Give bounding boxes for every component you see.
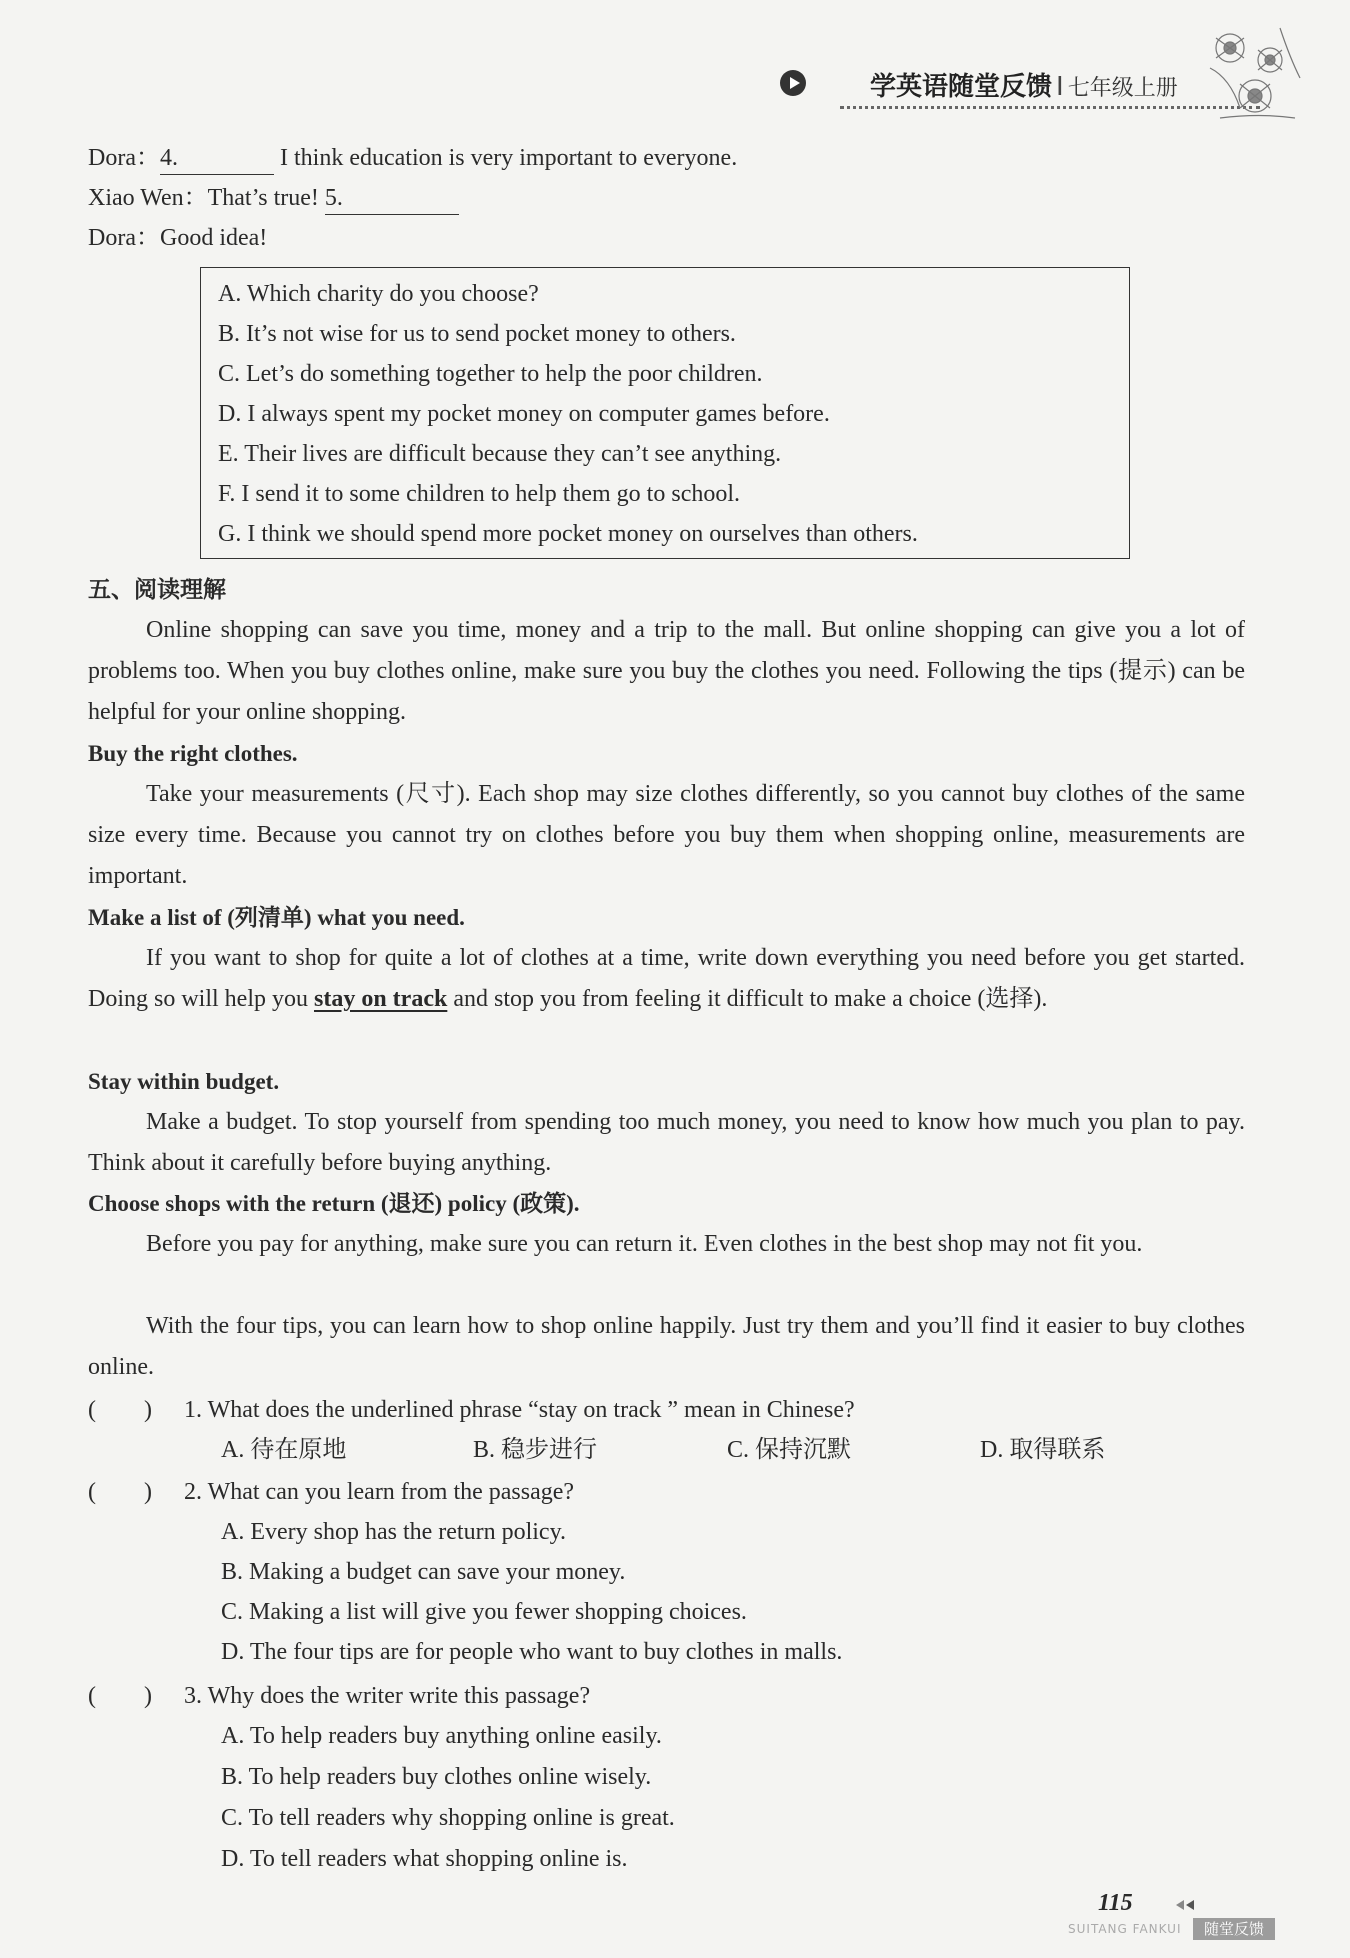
tip2-heading: Make a list of (列清单) what you need. xyxy=(88,905,465,930)
answer-blank-5[interactable]: 5. xyxy=(325,182,459,215)
flower-decoration-icon xyxy=(1200,18,1310,128)
q3-option-a: A. To help readers buy anything online easily. xyxy=(221,1723,662,1749)
answer-paren-3[interactable]: ( ) xyxy=(88,1683,152,1709)
double-arrow-left-icon xyxy=(1174,1898,1196,1912)
page-number: 115 xyxy=(1098,1890,1133,1916)
header-dotted-rule xyxy=(840,106,1260,109)
q1-option-c: C. 保持沉默 xyxy=(727,1437,852,1463)
tip2-text-b: and stop you from feeling it difficult to make a choice (选择). xyxy=(447,986,1048,1012)
header-title xyxy=(870,66,1178,103)
footer-badge: 随堂反馈 xyxy=(1193,1918,1275,1940)
q2-option-a: A. Every shop has the return policy. xyxy=(221,1519,567,1545)
answer-paren-2[interactable]: ( ) xyxy=(88,1479,152,1505)
underlined-phrase: stay on track xyxy=(314,986,448,1012)
dialogue-line-end xyxy=(88,222,267,254)
book-title: 学英语随堂反馈 xyxy=(870,72,1053,102)
option-c: C. Let’s do something together to help the poor children. xyxy=(218,361,763,387)
question-2: 2. What can you learn from the passage? xyxy=(184,1479,575,1505)
dialogue-text: Good idea! xyxy=(159,225,268,251)
footer-english: SUITANG FANKUI xyxy=(1068,1922,1182,1936)
q1-option-a: A. 待在原地 xyxy=(221,1437,347,1463)
speaker: Dora： xyxy=(88,145,160,171)
dialogue-line-4 xyxy=(88,142,737,175)
option-f: F. I send it to some children to help them go to school. xyxy=(218,481,741,507)
q3-option-b: B. To help readers buy clothes online wisely. xyxy=(221,1764,652,1790)
q3-option-d: D. To tell readers what shopping online is. xyxy=(221,1846,628,1872)
play-icon xyxy=(780,70,806,96)
q3-option-c: C. To tell readers why shopping online is great. xyxy=(221,1805,675,1831)
tip4-body: Before you pay for anything, make sure you can return it. Even clothes in the best shop may not fit you. xyxy=(146,1231,1143,1257)
passage-closing: With the four tips, you can learn how to shop online happily. Just try them and you’ll find it easier to buy clothes online. xyxy=(88,1313,1245,1380)
q1-option-d: D. 取得联系 xyxy=(980,1437,1106,1463)
page-header xyxy=(780,62,1260,112)
tip3-heading: Stay within budget. xyxy=(88,1069,280,1094)
question-3: 3. Why does the writer write this passage? xyxy=(184,1683,591,1709)
option-a: A. Which charity do you choose? xyxy=(218,281,539,307)
q1-option-b: B. 稳步进行 xyxy=(473,1437,598,1463)
answer-paren-1[interactable]: ( ) xyxy=(88,1397,152,1423)
answer-blank-4[interactable]: 4. xyxy=(160,142,274,175)
dialogue-line-5 xyxy=(88,182,459,215)
question-1: 1. What does the underlined phrase “stay on track ” mean in Chinese? xyxy=(184,1397,855,1423)
q2-option-d: D. The four tips are for people who want to buy clothes in malls. xyxy=(221,1639,843,1665)
section-title: 五、阅读理解 xyxy=(88,577,226,603)
tip1-heading: Buy the right clothes. xyxy=(88,741,298,766)
passage-intro: Online shopping can save you time, money and a trip to the mall. But online shopping can give you a lot of problems too. When you buy clothes online, make sure you buy the clothes you need. Following the tips (提示) can be helpful for your online shopping. xyxy=(88,617,1245,725)
tip2-body xyxy=(88,938,1245,1020)
dialogue-text: I think education is very important to everyone. xyxy=(273,145,738,171)
q2-option-b: B. Making a budget can save your money. xyxy=(221,1559,626,1585)
tip3-body: Make a budget. To stop yourself from spending too much money, you need to know how much you plan to pay. Think about it carefully before buying anything. xyxy=(88,1109,1245,1176)
grade-label: 七年级上册 xyxy=(1067,76,1178,101)
q2-option-c: C. Making a list will give you fewer shopping choices. xyxy=(221,1599,747,1625)
option-d: D. I always spent my pocket money on computer games before. xyxy=(218,401,830,427)
dialogue-text: That’s true! xyxy=(207,185,325,211)
tip2-text-a: If you want to shop for quite a lot of clothes at a time, write down everything you need before you get started. Doing so will help you xyxy=(88,945,1245,1012)
option-g: G. I think we should spend more pocket money on ourselves than others. xyxy=(218,521,918,547)
option-e: E. Their lives are difficult because they can’t see anything. xyxy=(218,441,782,467)
speaker: Dora： xyxy=(88,225,160,251)
header-separator: I xyxy=(1056,72,1064,102)
option-b: B. It’s not wise for us to send pocket money to others. xyxy=(218,321,736,347)
tip4-heading: Choose shops with the return (退还) policy (政策). xyxy=(88,1191,580,1216)
tip1-body: Take your measurements (尺寸). Each shop may size clothes differently, so you cannot buy clothes of the same size every time. Because you cannot try on clothes before you buy them when shopping online, measurements are important. xyxy=(88,781,1245,889)
speaker: Xiao Wen： xyxy=(88,185,208,211)
